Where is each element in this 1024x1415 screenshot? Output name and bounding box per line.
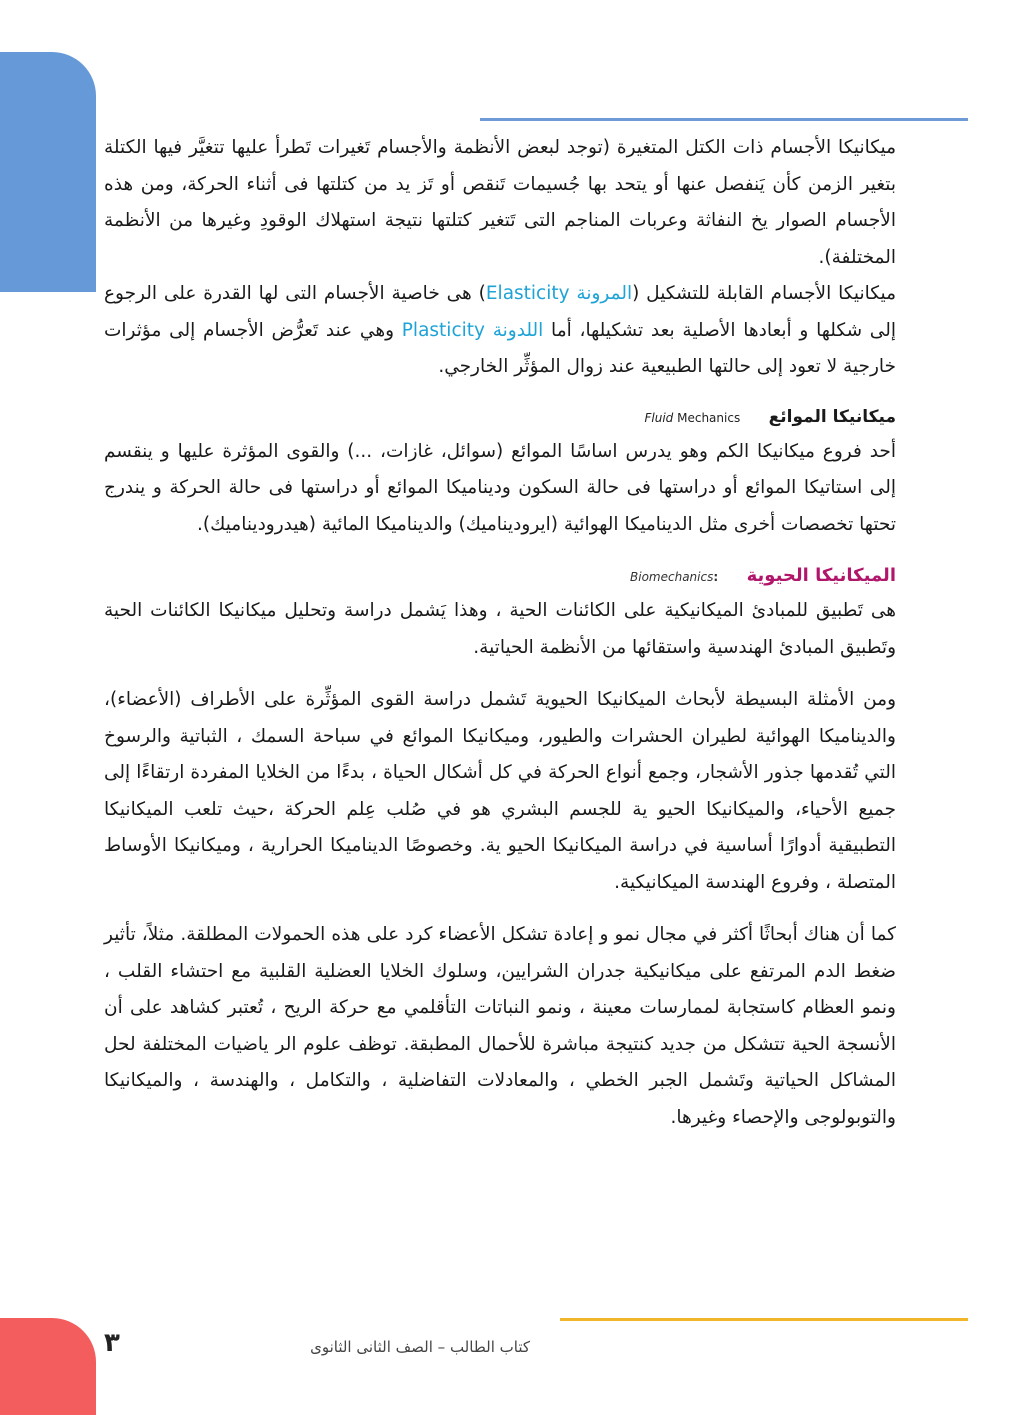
paragraph-biomechanics-examples: ومن الأمثلة البسيطة لأبحاث الميكانيكا الحيوية تَشمل دراسة القوى المؤثِّرة على الأطراف (الأعضاء)، والديناميكا الهوائية لطيران الحشرات والطيور، وميكانيكا الموائع في سباحة السمك ، الثباتية والرسوخ التي تُقدمها جذور الأشجار، وجمع أنواع الحركة في كل أشكال الحياة ، بدءًا من الخلايا المفردة ارتقاءًا إلى جميع الأحياء، والميكانيكا الحيو ية للجسم البشري هو في صُلب عِلم الحركة ،حيث تلعب الميكانيكا التطبيقية أدوارًا أساسية في دراسة الميكانيكا الحيو ية. وخصوصًا الديناميكا الحرارية ، وميكانيكا الأوساط المتصلة ، وفروع الهندسة الميكانيكية. (104, 689, 896, 893)
term-elasticity: المرونة Elasticity (485, 283, 633, 304)
side-tab-top (0, 52, 96, 292)
heading-fluid-mechanics (104, 400, 896, 434)
paragraph-fluid-mechanics: أحد فروع ميكانيكا الكم وهو يدرس اساسًا الموائع (سوائل، غازات، ...) والقوى المؤثرة عليها و ينقسم إلى استاتيكا الموائع أو دراستها فى حالة السكون وديناميكا الموائع أو دراستها فى حالة الحركة و يندرج تحتها تخصصات أخرى مثل الديناميكا الهوائية (ايروديناميك) والديناميكا المائية (هيدروديناميك). (104, 440, 896, 535)
heading-fluid-en (644, 411, 740, 425)
heading-bio-en-italic: Biomechanics (630, 570, 714, 584)
heading-biomechanics (104, 559, 896, 593)
heading-fluid-en-italic: Fluid (644, 410, 674, 425)
paragraph-text: وهي عند تَعرُّض الأجسام إلى مؤثرات خارجية لا تعود إلى حالتها الطبيعية عند زوال المؤثِّر الخارجي. (104, 319, 896, 377)
page-number: ٣ (104, 1328, 120, 1358)
paragraph-tissue-growth: كما أن هناك أبحاثًا أكثر في مجال نمو و إعادة تشكل الأعضاء كرد على هذه الحمولات المطلقة. مثلاً، تأثير ضغط الدم المرتفع على ميكانيكية جدران الشرايين، وسلوك الخلايا العضلية القلبية مع احتشاء القلب ، ونمو العظام كاستجابة لممارسات معينة ، ونمو النباتات التأقلمي مع حركة الريح ، تُعتبر كشاهد على أن الأنسجة الحية تتشكل من جديد كنتيجة مباشرة للأحمال المطبقة. توظف علوم الر ياضيات المختلفة لحل المشاكل الحياتية وتَشمل الجبر الخطي ، والمعادلات التفاضلية ، والتكامل ، والهندسة ، والميكانيكا والتوبولوجى والإحصاء وغيرها. (104, 924, 896, 1128)
side-tab-bottom (0, 1318, 96, 1415)
heading-bio-colon: : (713, 570, 719, 584)
paragraph-deformable-bodies (104, 276, 896, 386)
paragraph-biomechanics-definition: هى تَطبيق للمبادئ الميكانيكية على الكائنات الحية ، وهذا يَشمل دراسة وتحليل ميكانيكا الكائنات الحية وتَطبيق المبادئ الهندسية واستقائها من الأنظمة الحياتية. (104, 600, 896, 658)
paragraph-text: ميكانيكا الأجسام القابلة للتشكيل ( (632, 283, 897, 304)
heading-fluid-ar: ميكانيكا الموائع (768, 406, 896, 427)
header-rule (480, 118, 968, 121)
heading-bio-en (630, 570, 718, 584)
page-body (104, 130, 896, 1136)
paragraph-variable-mass: ميكانيكا الأجسام ذات الكتل المتغيرة (توجد لبعض الأنظمة والأجسام تَغيرات تَطرأ عليها تتغيَّر فيها الكتلة بتغير الزمن كأن يَنفصل عنها أو يتحد بها جُسيمات تَنقص أو تَز يد من كتلتها فى أثناء الحركة، ومن هذه الأجسام الصوار يخ النفاثة وعربات المناجم التى تَتغير كتلتها نتيجة استهلاك الوقودِ وغيرها من الأنظمة المختلفة). (104, 137, 896, 268)
footer-rule (560, 1318, 968, 1321)
heading-bio-ar: الميكانيكا الحيوية (746, 565, 896, 586)
paragraph-text: ) هى خاصية الأجسام التى لها القدرة على الرجوع إلى شكلها و أبعادها الأصلية بعد تشكيلها، أما (104, 283, 897, 341)
footer-book-title: كتاب الطالب – الصف الثانى الثانوى (310, 1338, 530, 1356)
term-plasticity: اللدونة Plasticity (401, 319, 544, 341)
heading-fluid-en-word: Mechanics (677, 410, 741, 425)
